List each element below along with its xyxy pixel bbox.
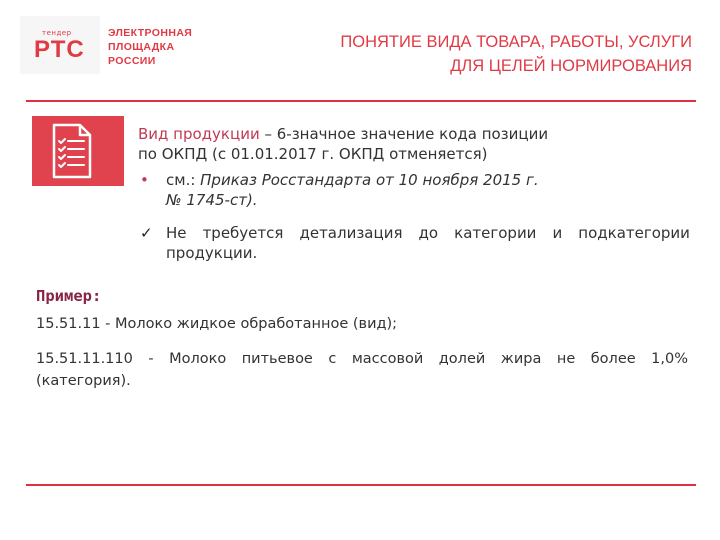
logo-small-text: тендер [42,29,72,37]
logo-caption-line-2: ПЛОЩАДКА [108,41,175,53]
bullet-icon: • [140,171,149,189]
logo-badge [20,16,100,74]
detail-note-line-2: продукции. [166,244,258,262]
detail-note [138,223,690,263]
page-title-line-2: ДЛЯ ЦЕЛЕЙ НОРМИРОВАНИЯ [450,57,692,75]
logo-rts-text: РТС [34,36,85,63]
detail-word: требуется [202,224,284,242]
example-line-2-end: (категория). [36,373,131,389]
example-word: более [590,351,636,367]
example-label: Пример: [36,287,102,305]
detail-word: до [418,224,439,242]
reference-bullet [138,170,690,210]
example-word: жира [500,351,542,367]
example-word: питьевое [241,351,313,367]
detail-word: Не [166,224,187,242]
logo-caption-line-3: РОССИИ [108,55,156,67]
detail-word: и [552,224,563,242]
definition-text: – 6-значное значение кода позиции [259,125,549,143]
definition-line-2: по ОКПД (с 01.01.2017 г. ОКПД отменяется) [138,145,488,163]
page-title [232,30,692,78]
reference-italic-2: № 1745-ст). [166,191,258,209]
example-word: - [148,351,154,367]
reference-italic-1: Приказ Росстандарта от 10 ноября 2015 г. [200,171,539,189]
logo-caption-line-1: ЭЛЕКТРОННАЯ [108,27,193,39]
example-line-2-row [36,348,688,370]
page-title-line-1: ПОНЯТИЕ ВИДА ТОВАРА, РАБОТЫ, УСЛУГИ [340,33,692,51]
example-word: не [556,351,576,367]
example-word: 15.51.11.110 [36,351,133,367]
example-word: долей [438,351,486,367]
logo [20,16,205,78]
reference-prefix: см.: [166,171,201,189]
definition-block [138,124,690,263]
detail-word: категории [454,224,537,242]
example-word: 1,0% [651,351,688,367]
detail-note-line-1 [166,223,690,243]
detail-word: детализация [299,224,403,242]
example-line-2 [36,348,688,392]
logo-caption [108,26,192,68]
example-word: с [328,351,337,367]
reference-line-1 [166,170,690,190]
header-divider [26,100,696,102]
checklist-document-icon [32,116,124,186]
definition-term: Вид продукции [138,125,260,143]
footer-divider [26,484,696,486]
detail-word: подкатегории [578,224,690,242]
example-word: массовой [351,351,424,367]
example-line-1: 15.51.11 - Молоко жидкое обработанное (вид); [36,316,398,332]
definition-line-1 [138,124,690,144]
checkmark-icon: ✓ [140,224,153,242]
example-word: Молоко [169,351,227,367]
